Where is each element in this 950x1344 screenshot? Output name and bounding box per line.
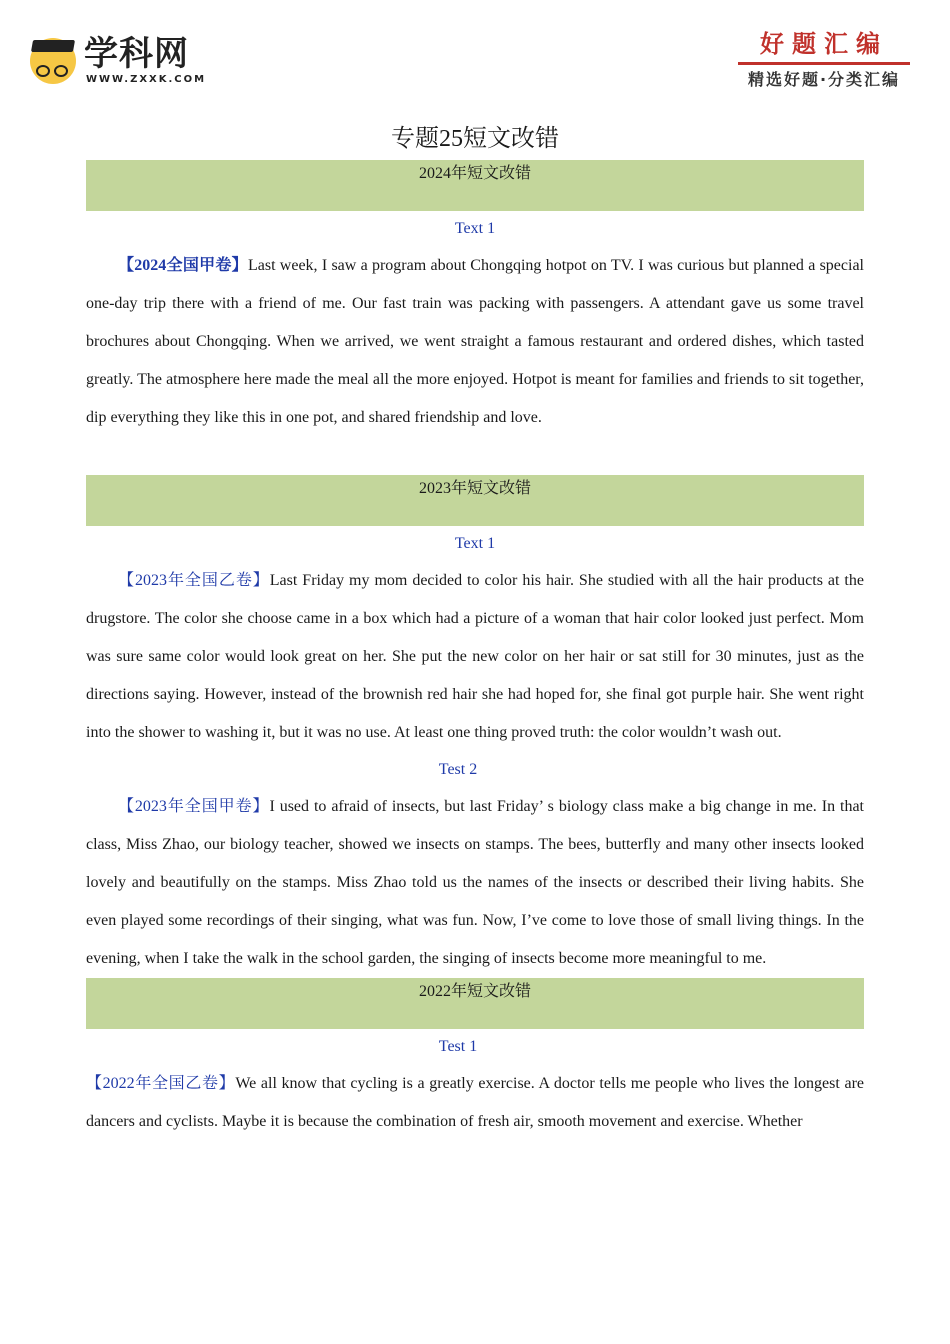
badge-subtitle: 精选好题·分类汇编 [747,70,901,89]
logo-url: WWW.ZXXK.COM [86,74,207,85]
passage-source: 【2023年全国甲卷】 [118,798,270,815]
passage-label: Text 1 [454,220,496,237]
passage-source: 【2022年全国乙卷】 [86,1075,236,1092]
passage-label: Text 1 [454,535,496,552]
document-title: 专题25短文改错 [391,126,559,152]
passage-source: 【2024全国甲卷】 [118,257,248,274]
passage-text: We all know that cycling is a greatly exercise. A doctor tells me people who lives the longest are dancers and cyclists. Maybe it is because the combination of fresh air, smooth movement and exercise. Whether [86,1075,864,1130]
year-heading-2023: 2023年短文改错 [86,475,864,526]
passage [86,562,864,752]
spacer [86,437,864,475]
passage [86,247,864,437]
logo-text: 学科网 [84,34,189,74]
passage [86,1065,864,1141]
passage-text: Last week, I saw a program about Chongqing hotpot on TV. I was curious but planned a special one-day trip there with a friend of me. Our fast train was packing with passengers. A attendant gave us some travel brochures about Chongqing. When we arrived, we went straight a famous restaurant and ordered dishes, which tasted greatly. The atmosphere here made the meal all the more enjoyed. Hotpot is meant for families and friends to sit together, dip everything they like this in one pot, and shared friendship and love. [86,257,864,426]
page-header [0,0,950,110]
zxxk-logo [30,30,220,90]
passage-label: Test 2 [438,761,478,778]
mascot-icon [30,38,76,84]
collection-badge [738,28,910,94]
year-heading-2024: 2024年短文改错 [86,160,864,211]
passage-text: Last Friday my mom decided to color his hair. She studied with all the hair products at the drugstore. The color she choose came in a box which had a picture of a woman that hair color looked just perfect. Mom was sure same color would look great on her. She put the new color on her hair or sat still for 30 minutes, just as the directions saying. However, instead of the brownish red hair she had hoped for, she final got purple hair. She went right into the shower to washing it, but it was no use. At least one thing proved truth: the color wouldn’t wash out. [86,572,864,741]
passage-source: 【2023年全国乙卷】 [118,572,270,589]
passage-text: I used to afraid of insects, but last Friday’ s biology class make a big change in me. In that class, Miss Zhao, our biology teacher, showed we insects on stamps. The bees, butterfly and many other insects looked lovely and beautifully on the stamps. Miss Zhao told us the names of the insects or described their living habits. She even played some recordings of their singing, what was fun. Now, I’ve come to love those of small living things. In the evening, when I take the walk in the school garden, the singing of insects become more meaningful to me. [86,798,864,967]
year-heading-2022: 2022年短文改错 [86,978,864,1029]
passage-label: Test 1 [438,1038,478,1055]
badge-title: 好题汇编 [760,30,888,58]
badge-divider [738,62,910,65]
passage [86,788,864,978]
document-body [86,118,864,1141]
